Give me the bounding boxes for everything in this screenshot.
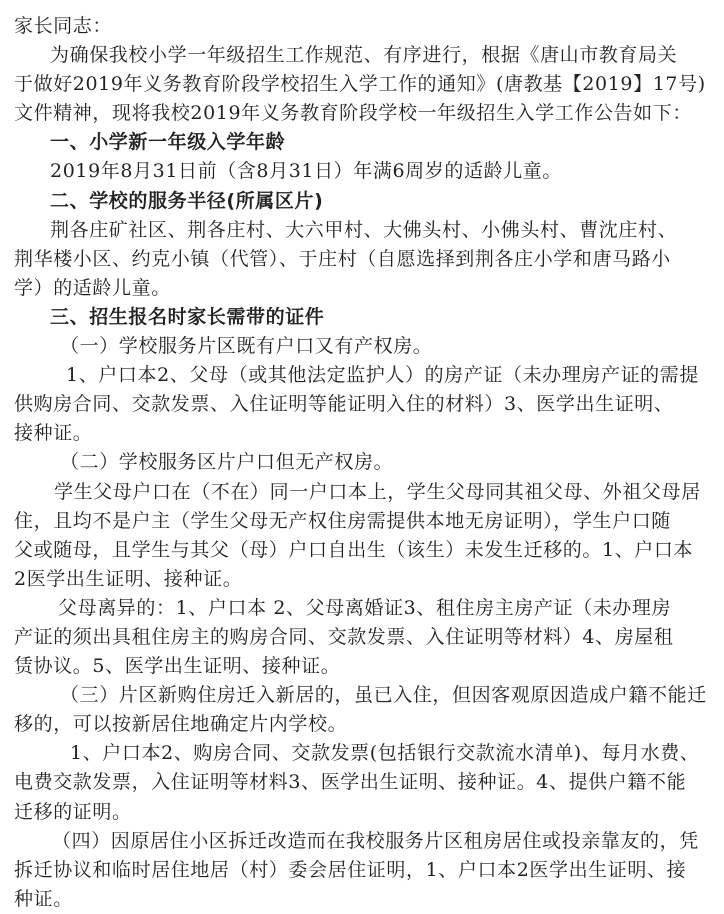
sub-2-title: （二）学校服务区片户口但无产权房。 — [60, 451, 394, 474]
sub-3-title-line-1: （三）片区新购住房迁入新居的，虽已入住，但因客观原因造成户籍不能迁 — [60, 684, 707, 707]
section-1-heading: 一、小学新一年级入学年龄 — [50, 131, 286, 154]
sub-2-divorced-line-2: 产证的须出具租住房主的购房合同、交款发票、入住证明等材料）4、房屋租 — [14, 625, 674, 648]
sub-2-body-line-3: 父或随母，且学生与其父（母）户口自出生（该生）未发生迁移的。1、户口本 — [14, 538, 694, 561]
section-2-body-line-1: 荆各庄矿社区、荆各庄村、大六甲村、大佛头村、小佛头村、曹沈庄村、 — [50, 218, 678, 241]
intro-line-3: 文件精神，现将我校2019年义务教育阶段学校一年级招生入学工作公告如下： — [14, 102, 692, 125]
section-2-body-line-2: 荆华楼小区、约克小镇（代管）、于庄村（自愿选择到荆各庄小学和唐马路小 — [14, 247, 671, 270]
section-2-heading: 二、学校的服务半径(所属区片) — [50, 189, 324, 212]
intro-line-2: 于做好2019年义务教育阶段学校招生入学工作的通知》(唐教基【2019】17号) — [14, 73, 706, 96]
sub-1-body-line-1: 1、户口本2、父母（或其他法定监护人）的房产证（未办理房产证的需提 — [66, 364, 699, 387]
sub-3-body-line-3: 迁移的证明。 — [14, 800, 132, 823]
sub-4-title-line-3: 种证。 — [14, 887, 73, 910]
sub-1-title: （一）学校服务片区既有户口又有产权房。 — [60, 335, 433, 358]
sub-4-title-line-2: 拆迁协议和临时居住地居（村）委会居住证明，1、户口本2医学出生证明、接 — [14, 858, 687, 881]
section-1-body: 2019年8月31日前（含8月31日）年满6周岁的适龄儿童。 — [50, 160, 562, 183]
sub-2-divorced-line-3: 赁协议。5、医学出生证明、接种证。 — [14, 655, 341, 678]
sub-2-divorced-line-1: 父母离异的：1、户口本 2、父母离婚证3、租住房主房产证（未办理房 — [58, 596, 672, 619]
greeting: 家长同志： — [14, 15, 113, 37]
sub-1-body-line-3: 接种证。 — [14, 422, 93, 445]
sub-3-body-line-1: 1、户口本2、购房合同、交款发票(包括银行交款流水清单)、每月水费、 — [70, 742, 700, 765]
notice-document — [14, 12, 712, 914]
sub-2-body-line-1: 学生父母户口在（不在）同一户口本上，学生父母同其祖父母、外祖父母居 — [54, 480, 701, 503]
section-2-body-line-3: 学）的适龄儿童。 — [14, 276, 171, 299]
sub-3-body-line-2: 电费交款发票，入住证明等材料3、医学出生证明、接种证。4、提供户籍不能 — [14, 771, 687, 794]
section-3-heading: 三、招生报名时家长需带的证件 — [50, 305, 325, 328]
sub-3-title-line-2: 移的，可以按新居住地确定片内学校。 — [14, 713, 348, 736]
sub-4-title-line-1: （四）因原居住小区拆迁改造而在我校服务片区租房居住或投亲靠友的，凭 — [52, 829, 699, 852]
intro-line-1: 为确保我校小学一年级招生工作规范、有序进行，根据《唐山市教育局关 — [50, 44, 678, 67]
sub-1-body-line-2: 供购房合同、交款发票、入住证明等能证明入住的材料）3、医学出生证明、 — [14, 393, 674, 416]
sub-2-body-line-2: 住，且均不是户主（学生父母无产权住房需提供本地无房证明），学生户口随 — [14, 509, 671, 532]
sub-2-body-line-4: 2医学出生证明、接种证。 — [14, 567, 243, 590]
